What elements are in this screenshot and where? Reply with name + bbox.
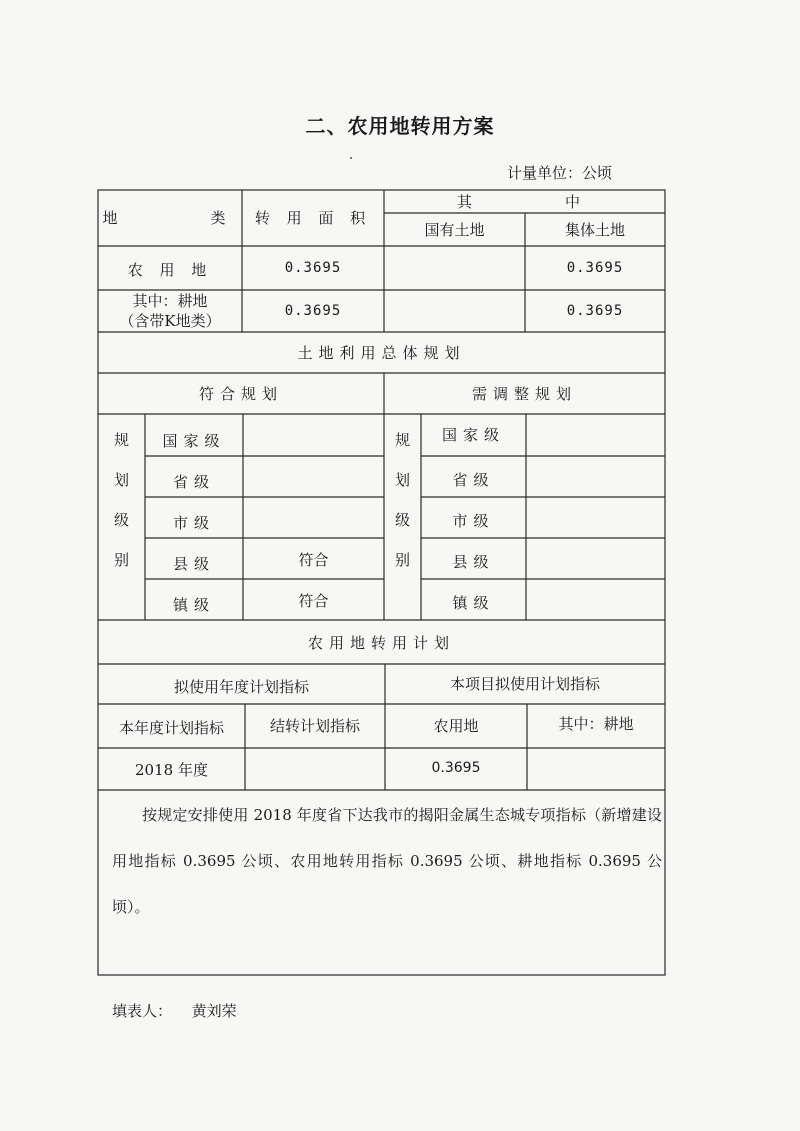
header-collective-land: 集体土地 — [564, 220, 625, 239]
header-of-which: 其 中 — [456, 192, 592, 211]
compliant-value-town: 符合 — [298, 591, 329, 610]
document-title: 二、农用地转用方案 — [305, 114, 495, 138]
planning-section-title: 土地利用总体规划 — [297, 343, 466, 362]
carryover-value — [245, 748, 385, 790]
adjust-level-province: 省级 — [452, 470, 495, 489]
header-conversion-area: 转 用 面 积 — [254, 209, 372, 227]
row-agri-land-collective: 0.3695 — [566, 260, 624, 276]
col-agri-land: 农用地 — [433, 717, 479, 735]
adjust-level-town: 镇级 — [452, 593, 495, 612]
row-agri-land-label: 农 用 地 — [127, 261, 213, 279]
adjust-value-national — [526, 414, 665, 456]
adjust-value-town — [526, 579, 665, 620]
adjust-level-county: 县级 — [452, 552, 495, 571]
planning-adjust-title: 需调整规划 — [471, 384, 577, 403]
planning-level-label-left — [98, 420, 145, 580]
adjust-level-city: 市级 — [452, 511, 495, 530]
level-label-char: 级 — [394, 511, 410, 529]
row-arable-land-collective: 0.3695 — [566, 303, 624, 319]
compliant-level-province: 省级 — [172, 472, 215, 491]
adjust-value-county — [526, 538, 665, 579]
row-agri-land-state — [384, 246, 525, 290]
compliant-value-national — [243, 414, 384, 456]
planning-compliant-title: 符合规划 — [198, 384, 283, 403]
adjust-value-province — [526, 456, 665, 497]
agri-land-value: 0.3695 — [431, 760, 481, 776]
col-current-year: 本年度计划指标 — [118, 719, 224, 737]
annual-index-title: 拟使用年度计划指标 — [173, 678, 309, 696]
arable-land-value — [527, 748, 665, 790]
conversion-plan-title: 农用地转用计划 — [307, 634, 455, 652]
current-year-value: 2018 年度 — [135, 761, 208, 779]
level-label-char: 别 — [394, 551, 410, 569]
compliant-value-city — [243, 497, 384, 538]
compliant-level-town: 镇级 — [172, 595, 215, 614]
adjust-level-national: 国家级 — [441, 426, 505, 444]
level-label-char: 规 — [394, 431, 410, 449]
level-label-char: 划 — [394, 471, 410, 489]
row-arable-land-label — [98, 290, 242, 332]
filler-label: 填表人： — [112, 1002, 173, 1020]
header-land-type: 地 类 — [102, 209, 238, 227]
compliant-level-national: 国家级 — [162, 431, 226, 450]
level-label-char: 划 — [113, 471, 129, 489]
row-arable-land-state — [384, 290, 525, 332]
form-filler — [112, 1000, 237, 1021]
level-label-char: 别 — [113, 551, 129, 569]
plan-note: 按规定安排使用 2018 年度省下达我市的揭阳金属生态城专项指标（新增建设用地指标 0.3695 公顷、农用地转用指标 0.3695 公顷、耕地指标 0.3695 公顷）。 — [112, 806, 662, 916]
planning-level-label-right — [384, 420, 421, 580]
compliant-value-county: 符合 — [298, 550, 329, 569]
filler-name: 黄刘荣 — [191, 1002, 237, 1020]
adjust-value-city — [526, 497, 665, 538]
col-carryover: 结转计划指标 — [269, 717, 360, 735]
row-agri-land-area: 0.3695 — [284, 260, 342, 276]
level-label-char: 级 — [113, 511, 129, 529]
row-arable-land-area: 0.3695 — [284, 303, 342, 319]
compliant-level-county: 县级 — [172, 554, 215, 573]
header-state-land: 国有土地 — [424, 220, 485, 239]
compliant-level-city: 市级 — [172, 513, 215, 532]
level-label-char: 规 — [113, 431, 129, 449]
compliant-value-province — [243, 456, 384, 497]
row-arable-land-label-line2: （含带K地类） — [119, 312, 221, 330]
project-index-title: 本项目拟使用计划指标 — [449, 675, 600, 693]
row-arable-land-label-line1: 其中：耕地 — [132, 292, 208, 310]
col-arable-land: 其中：耕地 — [558, 715, 634, 733]
measurement-unit: 计量单位：公顷 — [507, 164, 613, 182]
